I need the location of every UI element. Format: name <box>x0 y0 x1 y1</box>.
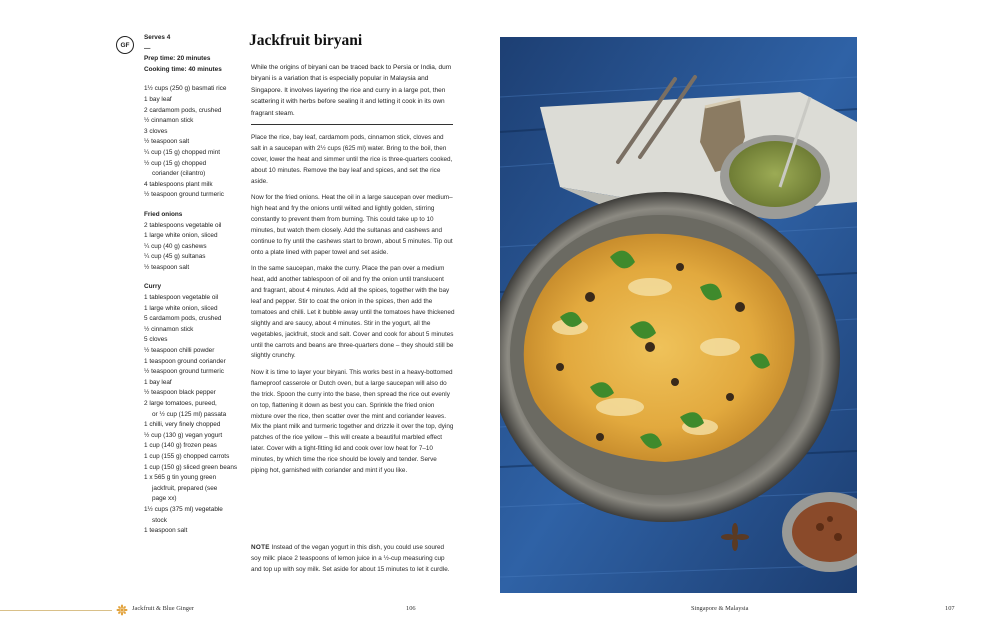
ingredient-item: ½ teaspoon salt <box>144 263 190 271</box>
note-label: NOTE <box>251 544 270 551</box>
ingredient-item: 1 chilli, very finely chopped <box>144 421 221 429</box>
ingredient-item: 1½ cups (250 g) basmati rice <box>144 85 227 93</box>
method-paragraph: Now for the fried onions. Heat the oil in a large saucepan over medium–high heat and fry the onions until wilted and lightly golden, stirring constantly to prevent them from burning. This could take up to 10 minutes, but watch them closely. Add the sultanas and cashews and continue to fry until the cashews start to brown, about 5 minutes. Tip out onto a plate lined with paper towel and set aside. <box>251 194 453 256</box>
fried-onions-ingredient-list <box>144 221 244 274</box>
ingredient-item: page xx) <box>152 495 177 503</box>
ingredient-item: 1 bay leaf <box>144 378 172 386</box>
intro-divider <box>251 124 453 125</box>
ingredient-item: 1 cup (140 g) frozen peas <box>144 442 217 450</box>
recipe-note <box>251 543 455 576</box>
ingredient-item: ½ cinnamon stick <box>144 117 194 125</box>
curry-heading: Curry <box>144 283 162 291</box>
ingredient-item: 5 cloves <box>144 336 168 344</box>
cook-time: Cooking time: 40 minutes <box>144 65 222 73</box>
biryani-photo <box>500 37 857 593</box>
separator-dash: — <box>144 44 151 52</box>
footer-section: Singapore & Malaysia <box>691 605 749 612</box>
ingredient-item: 1 cup (155 g) chopped carrots <box>144 452 230 460</box>
ingredient-item: coriander (cilantro) <box>152 170 206 178</box>
ingredient-item: ¼ cup (40 g) cashews <box>144 242 207 250</box>
ingredient-item: ¼ cup (45 g) sultanas <box>144 253 206 261</box>
ingredient-item: 2 tablespoons vegetable oil <box>144 221 222 229</box>
recipe-title: Jackfruit biryani <box>249 32 363 49</box>
ingredient-item: 2 large tomatoes, pureed, <box>144 400 217 407</box>
ingredient-item: ½ teaspoon chilli powder <box>144 347 215 355</box>
flower-icon <box>116 604 128 616</box>
ingredient-item: 1 bay leaf <box>144 95 172 103</box>
ingredient-item: 1 large white onion, sliced <box>144 304 218 312</box>
ingredient-item: 5 cardamom pods, crushed <box>144 315 222 323</box>
ingredient-item: ¼ cup (15 g) chopped mint <box>144 148 221 156</box>
ingredient-item: or ½ cup (125 ml) passata <box>152 410 227 418</box>
ingredient-item: 1½ cups (375 ml) vegetable <box>144 505 223 513</box>
ingredient-item: 1 x 565 g tin young green <box>144 474 217 482</box>
recipe-intro: While the origins of biryani can be traced back to Persia or India, dum biryani is a variation that is especially popular in Malaysia and Singapore. It involves layering the rice and curry in a large pot, then scattering it with herbs before sealing it and letting it cook in its own fragrant steam. <box>251 64 452 117</box>
ingredient-item: stock <box>152 516 167 524</box>
method-paragraph: In the same saucepan, make the curry. Place the pan over a medium heat, add another tablespoon of oil and fry the onion until translucent and fragrant, about 4 minutes. Add all the spices, together with the bay leaf and pepper. Stir to coat the onion in the spices, then add the tomatoes and chilli. Let it bubble away until the tomatoes have thickened slightly and are saucy, about 4 minutes. Stir in the yogurt, all the vegetables, jackfruit, stock and salt. Cover and cook for about 5 minutes until the carrots and beans are three-quarters done – they should still be slightly crunchy. <box>251 265 455 360</box>
fried-onions-heading: Fried onions <box>144 210 183 218</box>
footer-book-title: Jackfruit & Blue Ginger <box>132 605 194 612</box>
ingredient-item: 2 cardamom pods, crushed <box>144 106 222 114</box>
ingredient-item: 1 tablespoon vegetable oil <box>144 294 219 302</box>
ingredient-item: 4 tablespoons plant milk <box>144 180 213 188</box>
footer-rule <box>0 610 112 611</box>
prep-time: Prep time: 20 minutes <box>144 55 211 63</box>
ingredient-item: ½ teaspoon ground turmeric <box>144 191 224 199</box>
footer-page-left: 106 <box>406 605 416 612</box>
note-text: Instead of the vegan yogurt in this dish, you could use soured soy milk: place 2 teaspoons of lemon juice in a ½-cup measuring cup and top up with soy milk. Set aside for about 15 minutes to let it curdle. <box>251 544 450 573</box>
ingredient-item: jackfruit, prepared (see <box>152 484 218 492</box>
gluten-free-badge: GF <box>116 36 134 54</box>
ingredients-column <box>144 33 244 537</box>
ingredient-item: ½ teaspoon black pepper <box>144 389 216 397</box>
curry-ingredient-list <box>144 293 244 537</box>
ingredient-item: 1 large white onion, sliced <box>144 232 218 240</box>
ingredient-item: 1 cup (150 g) sliced green beans <box>144 463 238 471</box>
rice-ingredient-list <box>144 84 244 201</box>
method-text <box>251 133 455 483</box>
ingredient-item: 1 teaspoon salt <box>144 527 188 535</box>
method-paragraph: Place the rice, bay leaf, cardamom pods, cinnamon stick, cloves and salt in a saucepan with 2½ cups (625 ml) water. Bring to the boil, then cover, lower the heat and simmer until the rice is three-quarters cooked, about 10 minutes. Remove the bay leaf and spices, and set the rice aside. <box>251 134 453 185</box>
ingredient-item: ½ cup (15 g) chopped <box>144 159 207 167</box>
ingredient-item: ½ teaspoon salt <box>144 138 190 146</box>
ingredient-item: 1 teaspoon ground coriander <box>144 357 226 365</box>
ingredient-item: ½ cup (130 g) vegan yogurt <box>144 431 223 439</box>
ingredient-item: ½ teaspoon ground turmeric <box>144 368 224 376</box>
ingredient-item: ½ cinnamon stick <box>144 325 194 333</box>
footer-page-right: 107 <box>945 605 955 612</box>
food-illustration <box>500 37 857 593</box>
ingredient-item: 3 cloves <box>144 127 168 135</box>
serves: Serves 4 <box>144 34 171 41</box>
method-paragraph: Now it is time to layer your biryani. This works best in a heavy-bottomed flameproof casserole or Dutch oven, but a large saucepan will also do the trick. Spoon the curry into the base, then spread the rice out evenly on top, flattening it down as best you can. Sprinkle the fried onion mixture over the rice, then scatter over the mint and coriander leaves. Mix the plant milk and turmeric together and drizzle it over the top, dying patches of the rice yellow – this will create a beautiful marbled effect later. Cover with a tight-fitting lid and cook over low heat for 7–10 minutes, by which time the rice should be lovely and tender. Serve piping hot, garnished with coriander and mint if you like. <box>251 368 454 475</box>
